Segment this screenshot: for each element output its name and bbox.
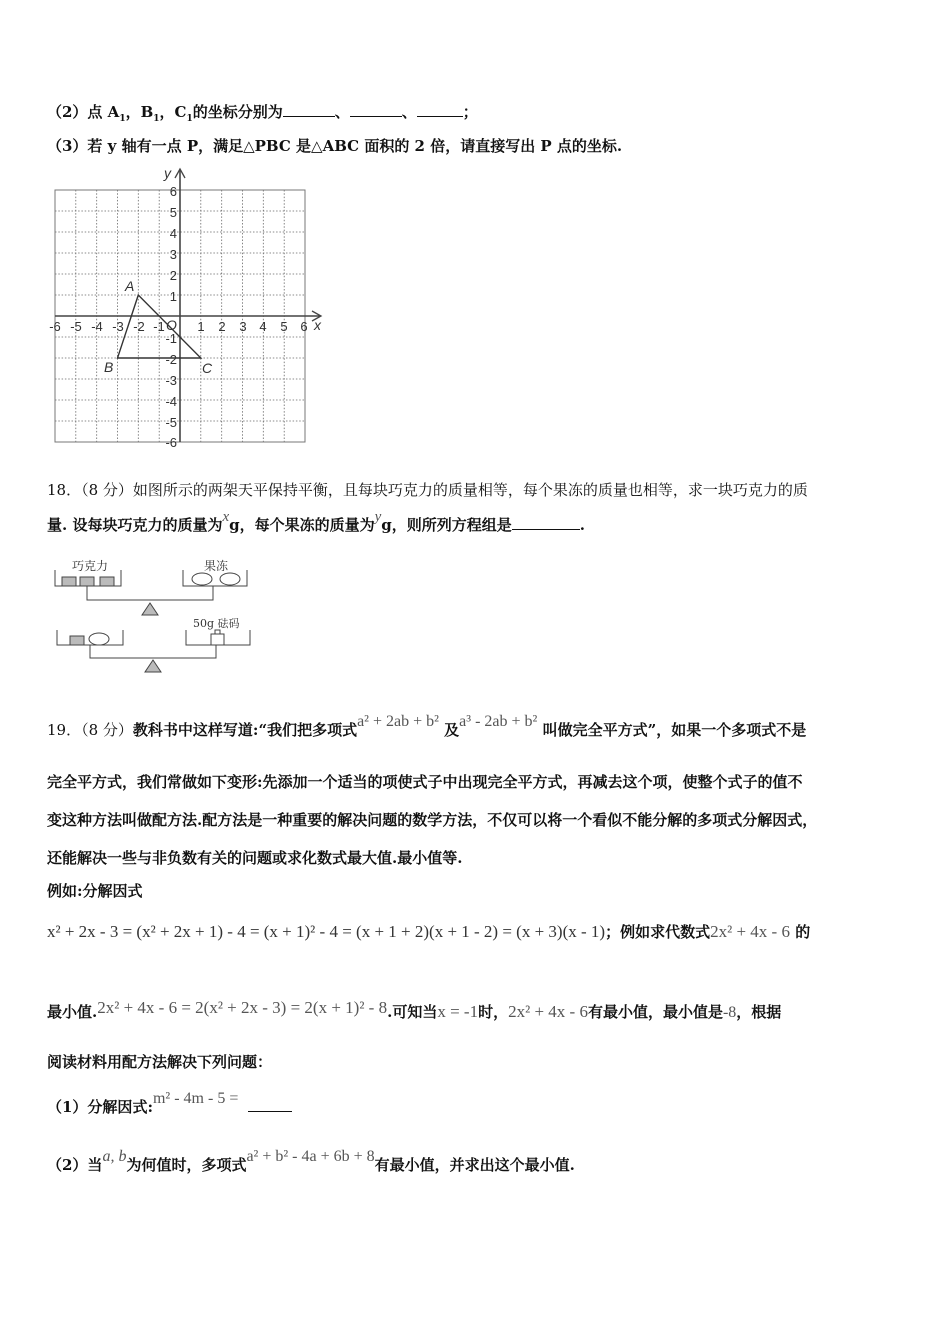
svg-text:5: 5 [169,205,177,220]
math-expr: a² + 2ab + b² [357,713,439,730]
label-jelly: 果冻 [204,559,229,573]
q18-line1 [47,480,808,500]
chocolate-icon [80,577,94,586]
label-weight: 50g 砝码 [193,617,240,630]
svg-text:1: 1 [197,319,205,334]
balance-scales-figure [40,550,270,680]
answer-blank-a1[interactable] [283,102,335,117]
svg-text:4: 4 [259,319,267,334]
svg-text:2: 2 [218,319,226,334]
terminator: ； [462,103,478,121]
weight-icon [211,634,224,645]
label-c: ，C [159,103,187,121]
x-tick-labels [49,319,307,334]
q19-text: （2）当 [47,1156,103,1174]
q17-part3: （3）若 y 轴有一点 P，满足△PBC 是△ABC 面积的 2 倍，请直接写出 P 点的坐标. [47,137,623,155]
q19-text: 及 [444,721,460,739]
chocolate-icon [62,577,76,586]
q19-line8: 阅读材料用配方法解决下列问题： [47,1053,273,1071]
svg-text:1: 1 [169,289,177,304]
variable-y: y [374,509,382,525]
q19-number: 19．（8 分） [47,721,133,739]
q18-text: 18．（8 分）如图所示的两架天平保持平衡，且每块巧克力的质量相等，每个果冻的质量也相等，求一块巧克力的质 [47,481,808,499]
scale1-beam [87,586,213,600]
svg-text:-1: -1 [165,331,177,346]
math-expr: m² - 4m - 5 = [152,1090,239,1107]
q19-part1 [47,1090,292,1118]
q19-text: ；例如求代数式 [605,923,711,941]
math-expr: x² + 2x - 3 = (x² + 2x + 1) - 4 = (x + 1)² - 4 = (x + 1 + 2)(x + 1 - 2) = (x + 3)(x - 1) [47,922,606,941]
math-expr: x = -1 [437,1002,479,1021]
svg-text:-4: -4 [165,394,177,409]
svg-text:-6: -6 [165,435,177,450]
answer-blank-factor[interactable] [248,1097,292,1112]
jelly-icon [89,633,109,645]
svg-text:-2: -2 [165,352,177,367]
answer-blank-c1[interactable] [417,102,463,117]
math-expr: a, b [102,1148,127,1165]
q19-text: 的 [795,923,811,941]
separator: 、 [334,103,350,121]
q19-line1 [47,713,807,741]
math-expr: a² + b² - 4a + 6b + 8 [246,1148,375,1165]
q18-text: 量. 设每块巧克力的质量为 [47,516,223,534]
label-b: ，B [125,103,154,121]
q17-part2 [47,102,478,129]
q17-part2-suffix: 的坐标分别为 [192,103,283,121]
math-expr: 2x² + 4x - 6 [508,1002,588,1021]
q18-line2 [47,509,586,536]
svg-text:-3: -3 [165,373,177,388]
q19-line4: 还能解决一些与非负数有关的问题或求化数式最大值.最小值等. [47,849,463,867]
svg-text:-4: -4 [91,319,103,334]
q18-text: g，每个果冻的质量为 [229,516,375,534]
svg-text:6: 6 [169,184,177,199]
q19-line7 [47,998,782,1023]
svg-text:2: 2 [169,268,177,283]
q19-text: 有最小值，最小值是 [587,1003,723,1021]
separator: 、 [401,103,417,121]
svg-text:-5: -5 [70,319,82,334]
q17-part2-prefix: （2）点 A [47,103,120,121]
q19-text: 有最小值，并求出这个最小值. [374,1156,575,1174]
fulcrum-icon [145,660,161,672]
subscript: 1 [119,114,126,124]
fulcrum-icon [142,603,158,615]
label-chocolate: 巧克力 [72,559,109,573]
answer-blank-equations[interactable] [512,515,580,530]
point-label-a: A [125,278,135,294]
q19-line2: 完全平方式，我们常做如下变形:先添加一个适当的项使式子中出现完全平方式，再减去这个项，使整个式子的值不 [47,773,803,791]
jelly-icon [192,573,212,585]
svg-text:-1: -1 [153,319,165,334]
x-axis-label: x [314,317,321,333]
svg-text:4: 4 [169,226,177,241]
q19-text: 最小值. [47,1003,98,1021]
terminator: . [579,516,586,534]
math-expr: -8 [722,1004,737,1021]
q19-text: 教科书中这样写道:“我们把多项式 [132,721,358,739]
q19-example-line [47,922,810,942]
q19-text: 叫做完全平方式”，如果一个多项式不是 [542,721,807,739]
point-label-b: B [104,359,114,375]
point-label-c: C [202,360,213,376]
q19-text: 为何值时，多项式 [126,1156,247,1174]
q19-text: ，根据 [736,1003,782,1021]
q19-line3: 变这种方法叫做配方法.配方法是一种重要的解决问题的数学方法，不仅可以将一个看似不能分解的多项式分解因式， [47,811,818,829]
origin-label: O [166,317,177,333]
svg-text:6: 6 [300,319,308,334]
math-expr: a³ - 2ab + b² [459,713,538,730]
svg-text:-3: -3 [112,319,124,334]
svg-text:5: 5 [280,319,288,334]
svg-text:-6: -6 [49,319,61,334]
subscript: 1 [186,114,193,124]
y-axis-label: y [164,165,171,181]
chocolate-icon [70,636,84,645]
answer-blank-b1[interactable] [350,102,402,117]
q19-part1-label: （1）分解因式: [47,1098,153,1116]
scale2-beam [90,645,216,658]
q18-text: g，则所列方程组是 [381,516,512,534]
variable-x: x [222,509,230,525]
jelly-icon [220,573,240,585]
q19-text: 时， [478,1003,509,1021]
q19-text: .可知当 [387,1003,438,1021]
chocolate-icon [100,577,114,586]
svg-text:-2: -2 [133,319,145,334]
coordinate-grid-figure [40,158,340,458]
q19-line5: 例如:分解因式 [47,882,143,900]
svg-text:-5: -5 [165,415,177,430]
subscript: 1 [153,114,160,124]
svg-text:3: 3 [239,319,247,334]
svg-text:3: 3 [169,247,177,262]
math-expr: 2x² + 4x - 6 = 2(x² + 2x - 3) = 2(x + 1)² - 8 [97,998,388,1017]
q19-part2 [47,1148,575,1176]
math-expr: 2x² + 4x - 6 [710,922,790,941]
